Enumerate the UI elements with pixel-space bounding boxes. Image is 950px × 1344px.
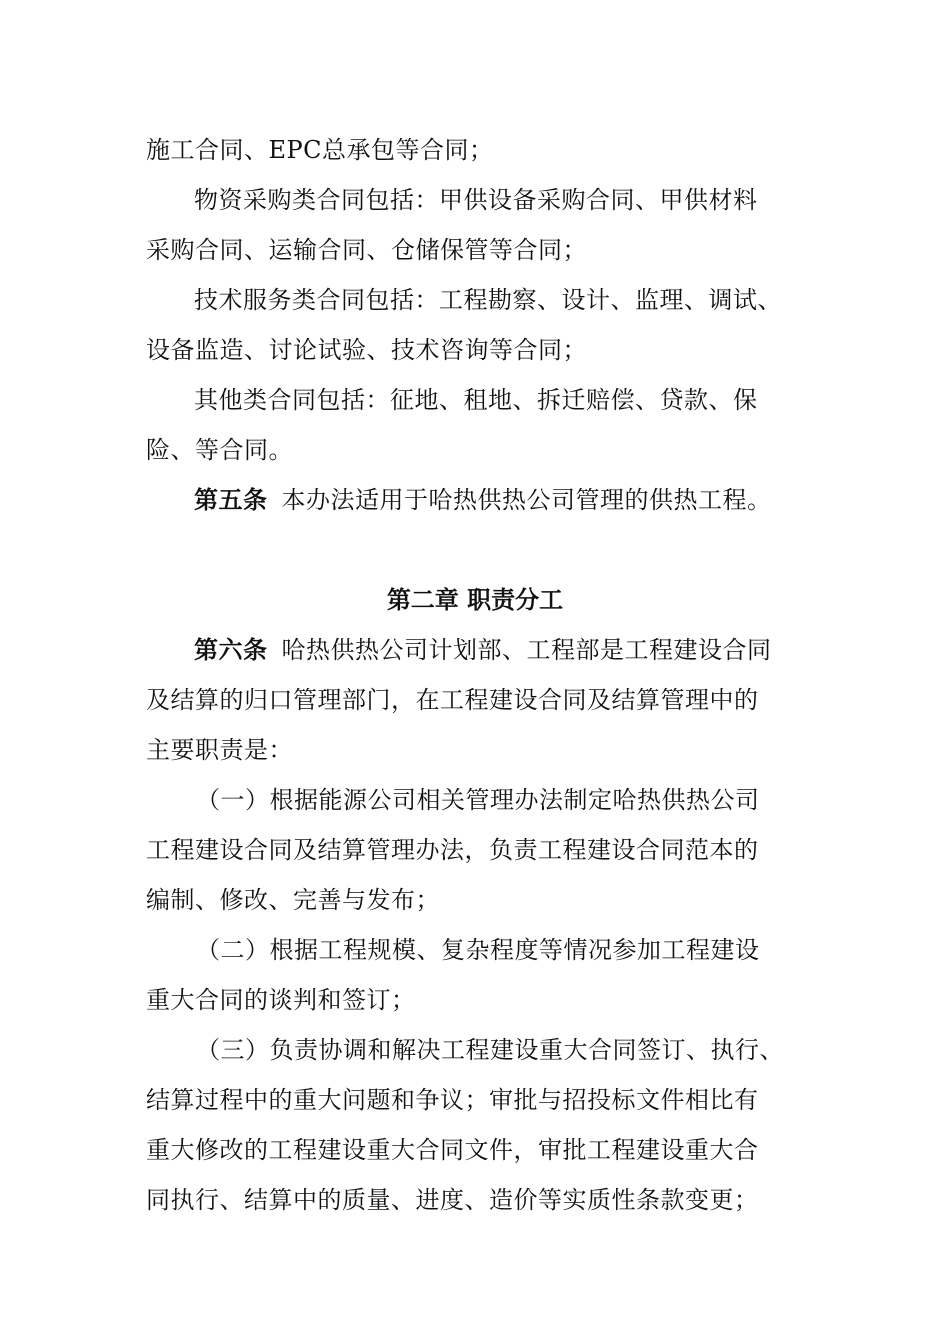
- article-label: 第六条: [194, 635, 268, 664]
- article-6: [194, 635, 772, 665]
- text-line: （二）根据工程规模、复杂程度等情况参加工程建设: [196, 936, 760, 964]
- text-line: 编制、修改、完善与发布；: [146, 886, 440, 914]
- text-line: 采购合同、运输合同、仓储保管等合同；: [146, 236, 587, 264]
- text-line: 同执行、结算中的质量、进度、造价等实质性条款变更；: [146, 1186, 759, 1214]
- text-line: 其他类合同包括：征地、租地、拆迁赔偿、贷款、保: [194, 386, 758, 414]
- article-text: 本办法适用于哈热供热公司管理的供热工程。: [281, 486, 772, 514]
- text-line: 施工合同、EPC总承包等合同；: [146, 136, 494, 164]
- text-line: 险、等合同。: [146, 436, 293, 464]
- article-5: [194, 485, 772, 515]
- chapter-title: 第二章 职责分工: [386, 585, 564, 614]
- text-line: 结算过程中的重大问题和争议；审批与招投标文件相比有: [146, 1086, 759, 1114]
- article-label: 第五条: [194, 485, 268, 514]
- text-line: （三）负责协调和解决工程建设重大合同签订、执行、: [196, 1036, 784, 1064]
- text-line: 技术服务类合同包括：工程勘察、设计、监理、调试、: [194, 286, 782, 314]
- text-line: 主要职责是：: [146, 736, 293, 764]
- text-line: 物资采购类合同包括：甲供设备采购合同、甲供材料: [194, 186, 758, 214]
- text-line: （一）根据能源公司相关管理办法制定哈热供热公司: [196, 786, 760, 814]
- text-line: 及结算的归口管理部门，在工程建设合同及结算管理中的: [146, 686, 759, 714]
- text-line: 重大合同的谈判和签订；: [146, 986, 416, 1014]
- article-text: 哈热供热公司计划部、工程部是工程建设合同: [281, 636, 772, 664]
- text-line: 工程建设合同及结算管理办法，负责工程建设合同范本的: [146, 836, 759, 864]
- text-line: 设备监造、讨论试验、技术咨询等合同；: [146, 336, 587, 364]
- text-line: 重大修改的工程建设重大合同文件，审批工程建设重大合: [146, 1136, 759, 1164]
